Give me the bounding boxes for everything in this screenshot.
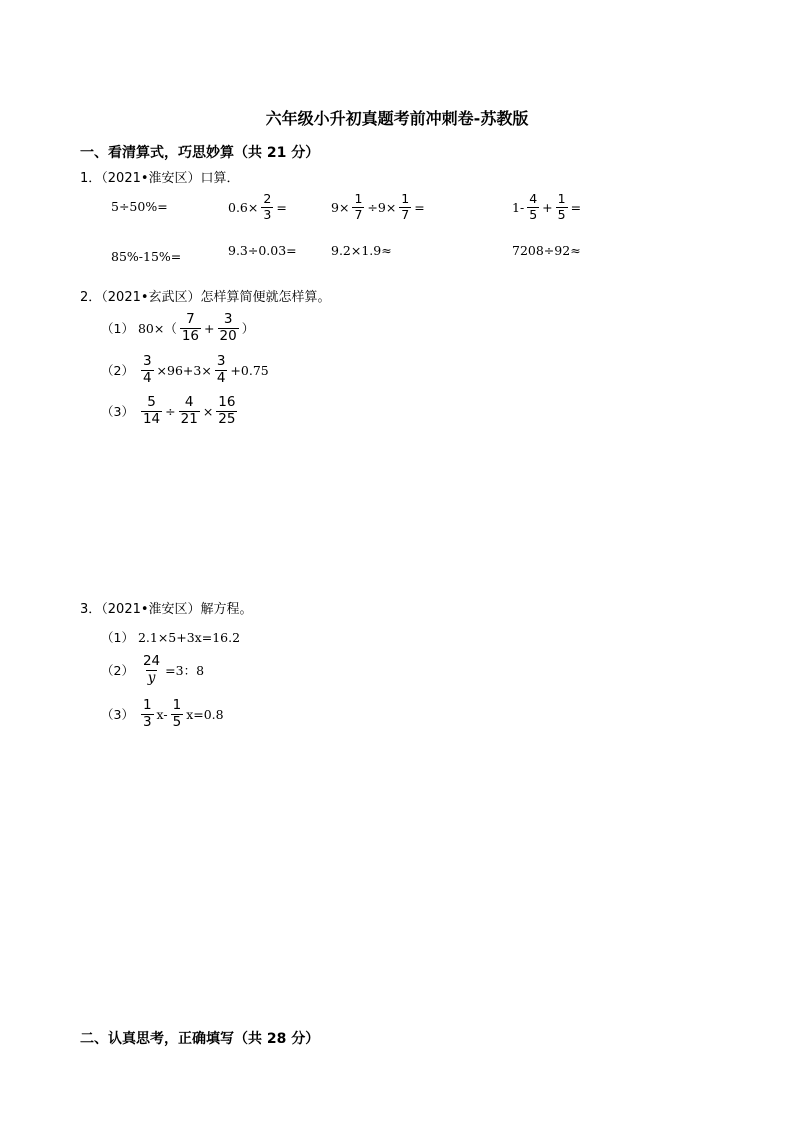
calc-item-a: 5÷50%= — [111, 199, 168, 214]
q2-part-1: （1） 80×（ $\frac{7}{16}$ + $\frac{3}{20}$ ） — [101, 311, 255, 344]
fraction: $\frac{1}{3}$ — [142, 697, 152, 730]
q3-part-2: （2） $\frac{24}{y}$ =3：8 — [101, 653, 205, 686]
q2-part-2: （2） $\frac{3}{4}$ ×96+3× $\frac{3}{4}$ +0.75 — [101, 353, 269, 386]
fraction: $\frac{2}{3}$ — [263, 191, 272, 222]
fraction: $\frac{24}{y}$ — [142, 653, 161, 686]
q2-part-3: （3） $\frac{5}{14}$ ÷ $\frac{4}{21}$ × $\frac{16}{25}$ — [101, 394, 236, 427]
fraction: $\frac{16}{25}$ — [218, 394, 236, 427]
fraction: $\frac{3}{4}$ — [216, 353, 226, 386]
fraction: $\frac{7}{16}$ — [181, 311, 200, 344]
question-3-prompt: 3．（2021•淮安区）解方程。 — [80, 602, 253, 617]
page-title: 六年级小升初真题考前冲刺卷-苏教版 — [265, 109, 529, 128]
question-2-prompt: 2．（2021•玄武区）怎样算简便就怎样算。 — [80, 290, 331, 305]
calc-item-d: 1- $\frac{4}{5}$ + $\frac{1}{5}$ = — [512, 191, 582, 222]
question-1-prompt: 1．（2021•淮安区）口算． — [80, 171, 240, 186]
fraction: $\frac{1}{7}$ — [354, 191, 363, 222]
fraction: $\frac{4}{21}$ — [180, 394, 198, 427]
section-2-heading: 二、认真思考，正确填写（共 28 分） — [80, 1031, 320, 1047]
calc-item-g: 9.2×1.9≈ — [331, 243, 392, 258]
calc-item-c: 9× $\frac{1}{7}$ ÷9× $\frac{1}{7}$ = — [331, 191, 425, 222]
fraction: $\frac{5}{14}$ — [142, 394, 161, 427]
fraction: $\frac{3}{20}$ — [219, 311, 237, 344]
q3-part-1: （1） 2.1×5+3x=16.2 — [101, 629, 241, 645]
fraction: $\frac{1}{5}$ — [172, 697, 182, 730]
fraction: $\frac{3}{4}$ — [142, 353, 152, 386]
calc-item-b: 0.6× $\frac{2}{3}$ = — [228, 191, 287, 222]
calc-item-e: 85%-15%= — [111, 249, 182, 264]
calc-item-h: 7208÷92≈ — [512, 243, 581, 258]
section-1-heading: 一、看清算式，巧思妙算（共 21 分） — [80, 145, 320, 161]
fraction: $\frac{4}{5}$ — [529, 191, 538, 222]
fraction: $\frac{1}{7}$ — [401, 191, 410, 222]
fraction: $\frac{1}{5}$ — [557, 191, 566, 222]
calc-item-f: 9.3÷0.03= — [228, 243, 297, 258]
q3-part-3: （3） $\frac{1}{3}$ x- $\frac{1}{5}$ x=0.8 — [101, 697, 224, 730]
